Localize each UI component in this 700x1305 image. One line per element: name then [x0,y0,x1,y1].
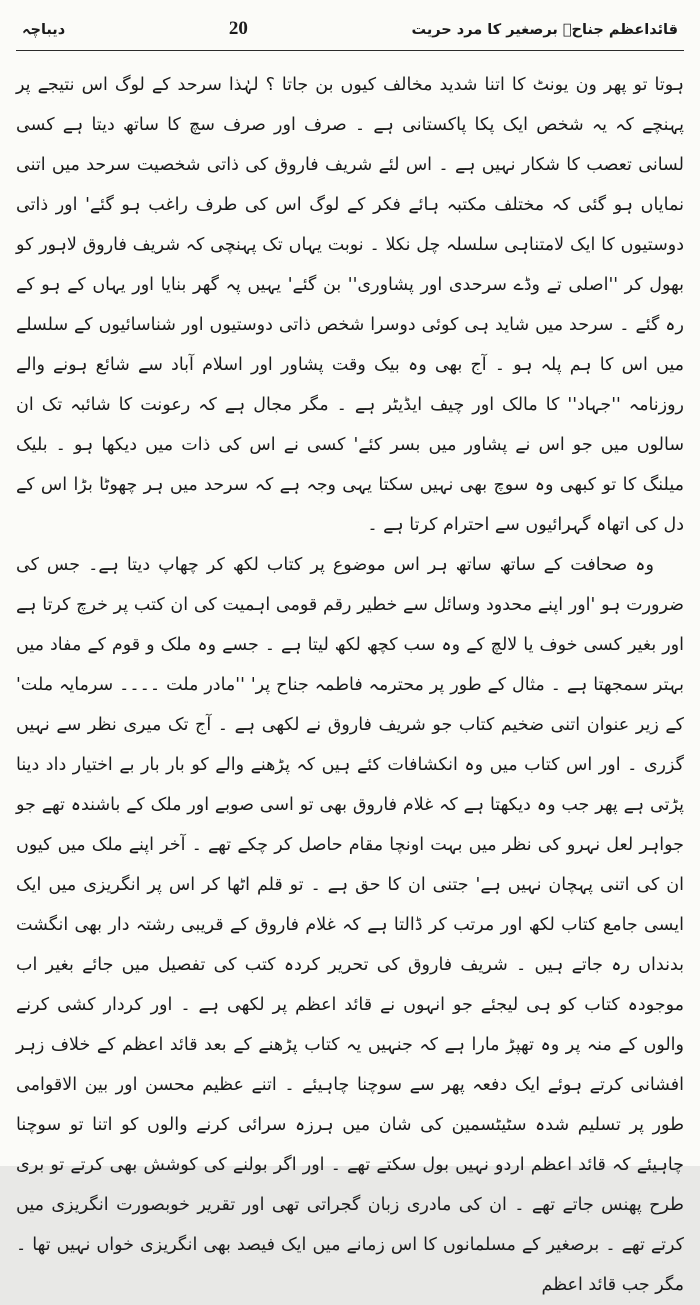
section-title: دیباچہ [22,22,66,38]
page-number: 20 [228,18,248,39]
body-text [16,65,684,1305]
header-divider [16,50,684,51]
paragraph-2: وہ صحافت کے ساتھ ساتھ ہر اس موضوع پر کتاب لکھ کر چھاپ دیتا ہے۔ جس کی ضرورت ہو 'اور اپنے محدود وسائل سے خطیر رقم قومی اہمیت کی ان کتب پر خرچ کرتا ہے اور بغیر کسی خوف یا لالچ کے وہ سب کچھ لکھ لیتا ہے ۔ جسے وہ ملک و قوم کے مفاد میں بہتر سمجھتا ہے ۔ مثال کے طور پر محترمہ فاطمہ جناح پر' ''مادر ملت ۔۔۔۔ سرمایہ ملت' کے زیر عنوان اتنی ضخیم کتاب جو شریف فاروق نے لکھی ہے ۔ آج تک میری نظر سے نہیں گزری ۔ اور اس کتاب میں وہ انکشافات کئے ہیں کہ پڑھنے والے کو بار بار بے اختیار داد دینا پڑتی ہے پھر جب وہ دیکھتا ہے کہ غلام فاروق بھی تو اسی صوبے اور ملک کے باشندہ تھے جو جواہر لعل نہرو کی نظر میں بہت اونچا مقام حاصل کر چکے تھے ۔ آخر اپنے ملک میں کیوں ان کی اتنی پہچان نہیں ہے' جتنی ان کا حق ہے ۔ تو قلم اٹھا کر اس پر انگریزی میں ایک ایسی جامع کتاب لکھ اور مرتب کر ڈالتا ہے کہ غلام فاروق کے قریبی رشتہ دار بھی انگشت بدنداں رہ جاتے ہیں ۔ شریف فاروق کی تحریر کردہ کتب کی تفصیل میں جائے بغیر اب موجودہ کتاب کو ہی لیجئے جو انہوں نے قائد اعظم پر لکھی ہے ۔ اور کردار کشی کرنے والوں کے منہ پر وہ تھپڑ مارا ہے کہ جنہیں یہ کتاب پڑھنے کے بعد قائد اعظم کے خلاف زہر افشانی کرتے ہوئے ایک دفعہ پھر سے سوچنا چاہیئے ۔ اتنے عظیم محسن اور بین الاقوامی طور پر تسلیم شدہ سٹیٹسمین کی شان میں ہرزہ سرائی کرنے والوں کو اتنا تو سوچنا چاہیئے کہ قائد اعظم اردو نہیں بول سکتے تھے ۔ اور اگر بولنے کی کوشش بھی کرتے تو بری طرح پھنس جاتے تھے ۔ ان کی مادری زبان گجراتی تھی اور تقریر خوبصورت انگریزی میں کرتے تھے ۔ برصغیر کے مسلمانوں کا اس زمانے میں ایک فیصد بھی انگریزی خواں نہیں تھا ۔ مگر جب قائد اعظم [16,555,684,1295]
page-header [16,14,684,42]
book-title: قائداعظم جناحؒ برصغیر کا مرد حریت [411,22,678,38]
paragraph-1: ہوتا تو پھر ون یونٹ کا اتنا شدید مخالف کیوں بن جاتا ؟ لہٰذا سرحد کے لوگ اس نتیجے پر پہنچے کہ یہ شخص ایک پکا پاکستانی ہے ۔ صرف اور صرف سچ کا ساتھ دیتا ہے کسی لسانی تعصب کا شکار نہیں ہے ۔ اس لئے شریف فاروق کی ذاتی شخصیت سرحد میں اتنی نمایاں ہو گئی کہ مختلف مکتبہ ہائے فکر کے لوگ اس کی طرف راغب ہو گئے' اور ذاتی دوستیوں کا ایک لامتناہی سلسلہ چل نکلا ۔ نوبت یہاں تک پہنچی کہ شریف فاروق لاہور کو بھول کر ''اصلی تے وڈے سرحدی اور پشاوری'' بن گئے' یہیں پہ گھر بنایا اور یہاں کے ہو کے رہ گئے ۔ سرحد میں شاید ہی کوئی دوسرا شخص ذاتی دوستیوں اور شناسائیوں کے سلسلے میں اس کا ہم پلہ ہو ۔ آج بھی وہ بیک وقت پشاور اور اسلام آباد سے شائع ہونے والے روزنامہ ''جہاد'' کا مالک اور چیف ایڈیٹر ہے ۔ مگر مجال ہے کہ رعونت کا شائبہ تک ان سالوں میں جو اس نے پشاور میں بسر کئے' کسی نے اس کی ذات میں دیکھا ہو ۔ بلیک میلنگ کا تو کبھی وہ سوچ بھی نہیں سکتا یہی وجہ ہے کہ سرحد میں ہر چھوٹا بڑا اس کے دل کی اتھاہ گہرائیوں سے احترام کرتا ہے ۔ [16,75,684,535]
